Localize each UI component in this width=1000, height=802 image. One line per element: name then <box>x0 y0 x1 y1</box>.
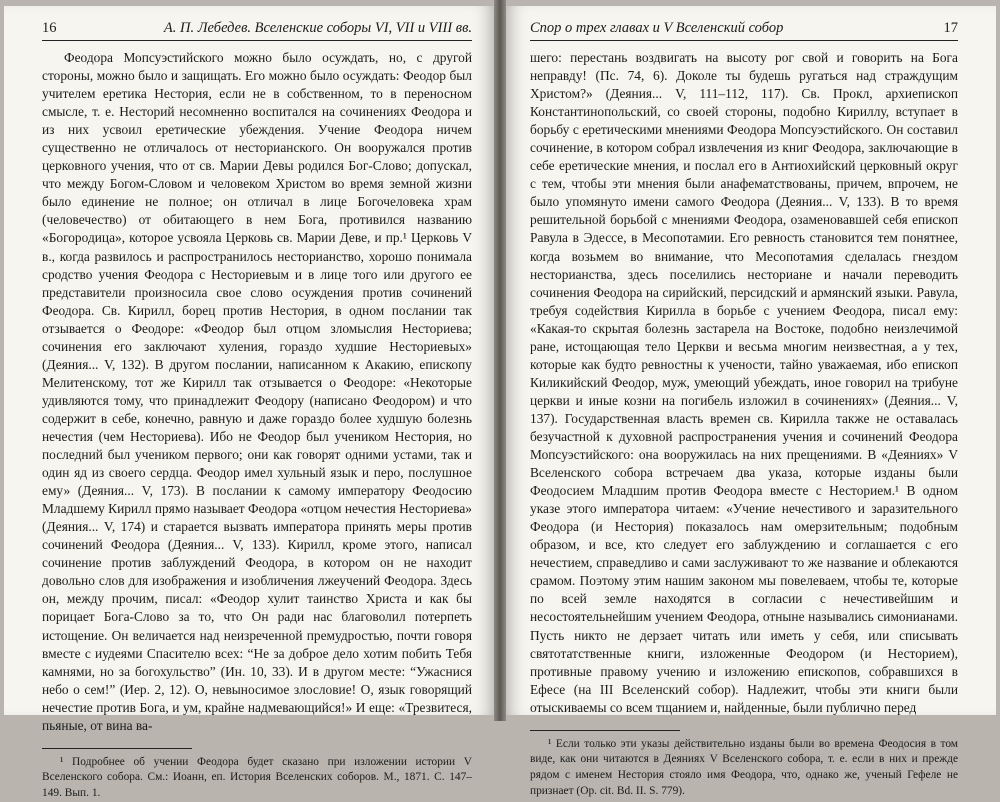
left-page-number: 16 <box>42 20 57 36</box>
right-footnote-text: ¹ Если только эти указы действительно изданы были во времена Феодосия в том виде, как они читаются в Деяниях V Вселенского собора, т. е. если в них и прежде рядом с именем Нестория стояло имя Феодора, что, однако же, ученый Гефеле не признает (Op. cit. Bd. II. S. 779). <box>530 737 958 797</box>
right-body <box>530 49 958 717</box>
left-paragraph: Феодора Мопсуэстийского можно было осуждать, но, с другой стороны, можно было и защищать. Его можно было осуждать: Феодор был учителем еретика Нестория, если не в собственном, то в переносном смысле, т. е. Несторий несомненно воспитался на сочинениях Феодора и из них усвоил еретические убеждения. Учение Феодора ничем существенно не отличалось от несторианского. Он вооружался против церковного учения, что от св. Марии Девы родился Бог-Слово; допускал, что между Богом-Словом и человеком Христом во время земной жизни было единение не полное; он отличал в лице Богочеловека храм (человечество) от обитающего в нем Бога, противился названию «Богородица», которое усвояла Церковь св. Марии Деве, и пр.¹ Церковь V в., когда развилось и распространилось несторианство, хорошо понимала сродство учения Феодора с Несториевым и в лице того или другого ее представители произносила свое слово осуждения против сочинений Феодора. Св. Кирилл, борец против Нестория, в одном послании так отзывается о Феодоре: «Феодор был отцом зломыслия Несториева; сочинения его заключают хуления, гораздо худшие Несториевых» (Деяния... V, 132). В другом послании, написанном к Акакию, епископу Мелитенскому, тот же Кирилл так отзывается о Феодоре: «Некоторые удивляются тому, что принадлежит Феодору (написано Феодором) и что содержит в себе, конечно, равную и даже гораздо более худшую болезнь нечестия (чем Несториева). Ибо не Феодор был учеником Нестория, но последний был учеником первого; они как говорят одними устами, так и один яд из своего сердца. Феодор имел хульный язык и перо, послушное ему» (Деяния... V, 173). В послании к самому императору Феодосию Младшему Кирилл прямо называет Феодора «отцом нечестия Несториева» (Деяния... V, 174) и старается вызвать императора принять меры против сочинений Феодора (Деяния... V, 133). Кирилл, кроме этого, написал сочинение против заблуждений Феодора, в котором он не находит довольно слов для изображения и изобличения лжеучений Феодора. Здесь он, между прочим, писал: «Феодор хулит таинство Христа и как бы порицает Бога-Слово за то, что Он ради нас благоволил потерпеть истощение. Он величается над неизреченной премудростью, почти говоря вместе с иудеями Спасителю всех: “Не за доброе дело хотим побить Тебя камнями, но за богохульство” (Ин. 10, 33). И в другом месте: “Ужаснися небо о сем!” (Иер. 2, 12). О, невыносимое злословие! О, язык говорящий нечестие против Бога, и ум, крайне надмевающийся!» И еще: «Трезвитеся, пьяные, от вина ва- <box>42 50 472 733</box>
book-gutter <box>494 0 506 721</box>
right-paragraph: шего: перестань воздвигать на высоту рог свой и говорить на Бога неправду! (Пс. 74, 6). Доколе ты будешь ругаться над страждущим Христом?» (Деяния... V, 111–112, 117). Св. Прокл, архиепископ Константинопольский, со своей стороны, подобно Кириллу, вступает в борьбу с еретическими мнениями Феодора Мопсуэстийского. Он составил сочинение, в котором собрал извлечения из книг Феодора, заключающие в себе еретические мнения, и послал его в Антиохийский церковный округ с тем, чтобы эти мнения были анафематствованы, причем, впрочем, не было упомянуто имени самого Феодора (Деяния... V, 133). В то время решительной борьбой с мнениями Феодора, озаменовавшей себя епископ Равула в Эдессе, в Месопотамии. Его ревность становится тем понятнее, когда возьмем во внимание, что Месопотамия сделалась гнездом несторианства, здесь поселились несториане и начали переводить сочинения Феодора на сирийский, персидский и армянский языки. Равула, требуя содействия Кирилла в борьбе с учением Феодора, писал ему: «Какая-то скрытая болезнь застарела на Востоке, подобно неизлечимой ране, истощающая тело Церкви и весьма многим неизвестная, а у тех, которые как будто ревностны к учености, тайно уважаемая, ибо епископ Киликийский Феодор, муж, умеющий убеждать, иное говорил на трибуне церкви и иные козни на погибель изложил в сочинениях» (Деяния... V, 137). Государственная власть времен св. Кирилла также не оставалась безучастной к духовной распространения учения и сочинений Феодора Мопсуэстийского: она вооружилась на них прещениями. В «Деяниях» V Вселенского собора встречаем два указа, которые изданы были Феодосием Младшим против Феодора вместе с Несторием.¹ В одном указе этого императора читаем: «Учение нечестивого и заразительного Феодора (и Нестория) показалось нам омерзительным; подобным образом, и все, кто следует его заблуждению и соглашается с его нечестием, справедливо и сами заслуживают то же название и облекаются срамом. Поэтому этим нашим законом мы повелеваем, чтобы те, которые по всей земле находятся в согласии с нечестивейшим и несостоятельнейшим учением Феодора, отныне назывались симонианами. Пусть никто не дерзает читать или иметь у себя, или списывать святотатственные книги, изложенные Феодором (и Несторием), противные правому учению и изложению епископов, собравшихся в Ефесе (на III Вселенский собор). Надлежит, чтобы эти книги были отыскиваемы со всем тщанием и, найденные, были публично перед <box>530 50 958 715</box>
right-footnote-rule <box>530 730 680 731</box>
left-body <box>42 49 472 735</box>
left-footnote <box>42 755 472 802</box>
left-footnote-rule <box>42 748 192 749</box>
right-page-header: Спор о трех главах и V Вселенский собор <box>530 20 784 36</box>
left-footnote-text: ¹ Подробнее об учении Феодора будет сказано при изложении истории V Вселенского собора. См.: Иоанн, еп. История Вселенских соборов. М., 1871. С. 147–149. Вып. 1. <box>42 755 472 799</box>
right-page <box>506 6 996 797</box>
left-page <box>4 6 494 799</box>
right-running-head <box>530 20 958 41</box>
right-footnote <box>530 737 958 799</box>
left-running-head <box>42 20 472 41</box>
left-page-header: А. П. Лебедев. Вселенские соборы VI, VII и VIII вв. <box>163 20 472 36</box>
right-page-number: 17 <box>943 20 958 36</box>
